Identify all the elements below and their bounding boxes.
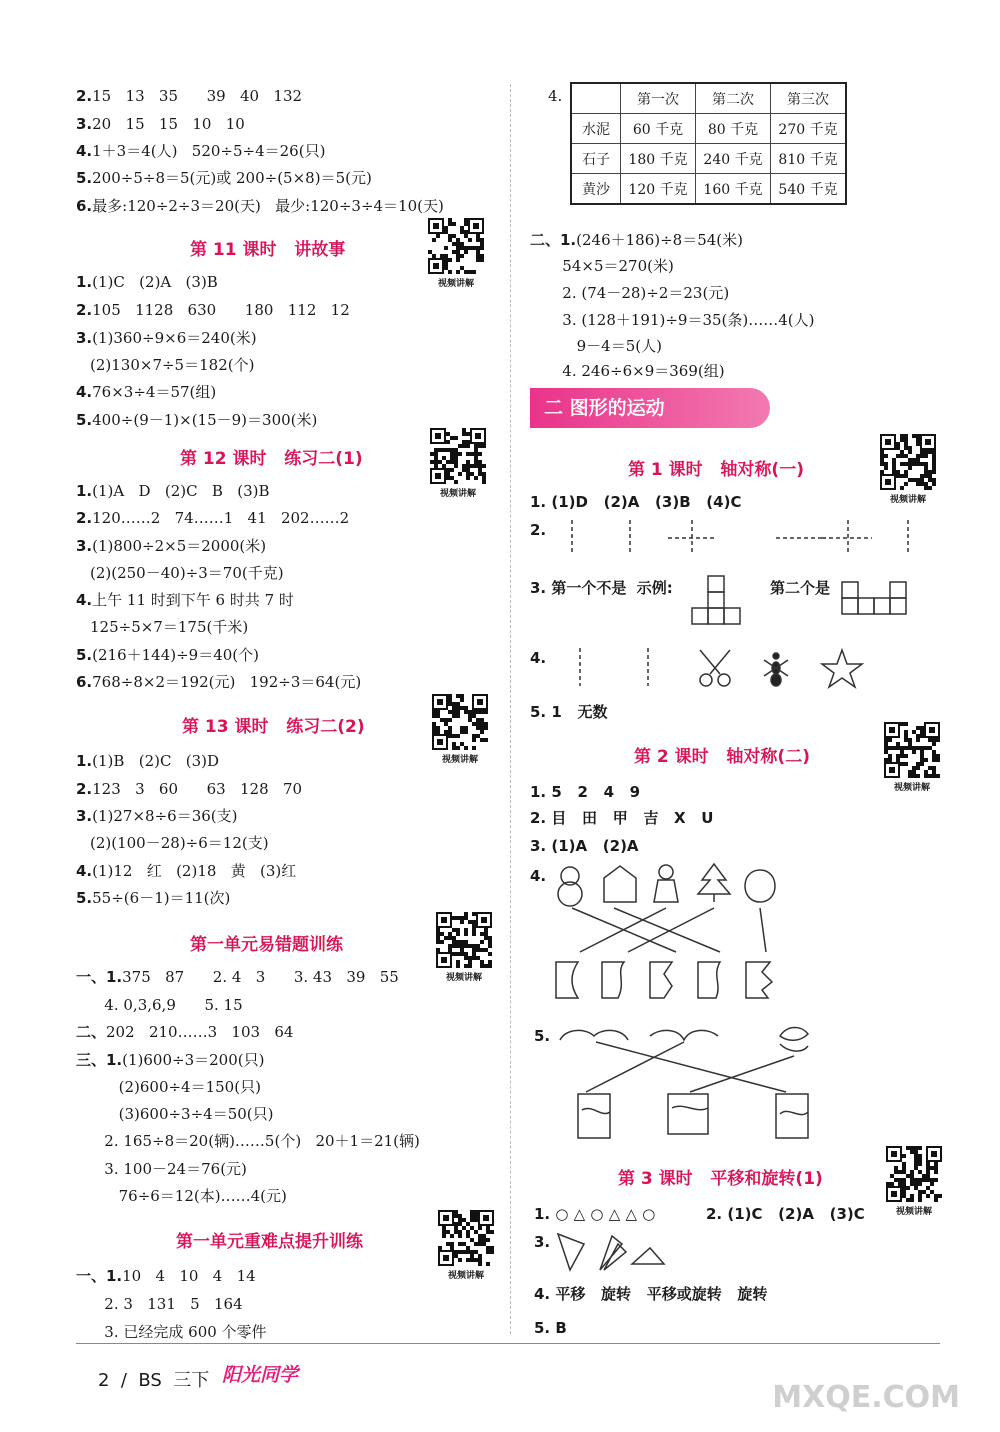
answer-text: 4. 246÷6×9＝369(组) <box>548 362 725 380</box>
answer-line <box>76 888 230 908</box>
answer-text: (1)B (2)C (3)D <box>92 752 220 770</box>
answer-line <box>90 1294 243 1314</box>
r-l3-q4: 4. 平移 旋转 平移或旋转 旋转 <box>534 1285 768 1303</box>
question-number: 1. <box>76 752 93 770</box>
r-l1-q1: 1. (1)D (2)A (3)B (4)C <box>530 493 742 511</box>
question-number: 一、1. <box>76 968 123 986</box>
answer-line <box>76 806 238 826</box>
r-lesson3-title: 第 3 课时 平移和旋转(1) <box>618 1169 823 1189</box>
answer-text: (3)600÷3÷4＝50(只) <box>90 1105 274 1123</box>
answer-line <box>76 672 361 692</box>
answer-text: 55÷(6－1)＝11(次) <box>92 889 231 907</box>
answer-text: 3. (128＋191)÷9＝35(条)……4(人) <box>548 311 815 329</box>
question-number: 3. <box>76 807 93 825</box>
table-row-label: 石子 <box>571 144 621 174</box>
answer-line <box>76 141 325 161</box>
shape-example-2 <box>842 582 906 622</box>
lesson11-title: 第 11 课时 讲故事 <box>190 240 346 260</box>
lesson13-title: 第 13 课时 练习二(2) <box>182 717 365 737</box>
qr-code-icon[interactable] <box>884 722 940 778</box>
answer-text: (1)12 红 (2)18 黄 (3)红 <box>92 862 297 880</box>
table-row-label: 黄沙 <box>571 174 621 205</box>
r-l1-q3b: 第二个是 <box>770 579 831 597</box>
answer-line <box>76 590 294 610</box>
answer-text: (2)130×7÷5＝182(个) <box>90 356 255 374</box>
qr-label: 视频讲解 <box>447 1271 484 1281</box>
answer-line <box>76 168 372 188</box>
qr-label: 视频讲解 <box>889 495 926 505</box>
answer-text: (246＋186)÷8＝54(米) <box>576 231 744 249</box>
answer-text: 76÷6＝12(本)……4(元) <box>90 1187 287 1205</box>
table-cell: 160 千克 <box>696 174 771 205</box>
answer-line <box>548 336 662 356</box>
symmetry-axes-figure <box>556 516 916 556</box>
column-divider <box>510 84 511 1334</box>
table-corner <box>571 83 621 114</box>
r-l3-q1: 1. ○ △ ○ △ △ ○ <box>534 1205 656 1223</box>
r-l2-q4: 4. <box>530 867 547 885</box>
answer-text: 125÷5×7＝175(千米) <box>90 618 249 636</box>
table-cell: 540 千克 <box>771 174 847 205</box>
answer-text: 123 3 60 63 128 70 <box>92 780 303 798</box>
r-l2-q1: 1. 5 2 4 9 <box>530 783 641 801</box>
answer-text: 4. 0,3,6,9 5. 15 <box>90 996 243 1014</box>
r-lesson2-title: 第 2 课时 轴对称(二) <box>634 747 810 767</box>
table-cell: 80 千克 <box>696 114 771 144</box>
answer-text: (1)800÷2×5＝2000(米) <box>92 537 267 555</box>
answer-line <box>90 1322 267 1342</box>
answer-text: (1)C (2)A (3)B <box>92 273 218 291</box>
answer-line <box>530 230 743 250</box>
qr-code-icon[interactable] <box>886 1146 942 1202</box>
answer-text: (2)(100－28)÷6＝12(支) <box>90 834 269 852</box>
answer-line <box>90 833 269 853</box>
triangles-figure <box>556 1230 666 1276</box>
r-l2-q2: 2. 目 田 甲 吉 X U <box>530 809 714 827</box>
answer-line <box>90 1159 247 1179</box>
answer-line <box>548 361 725 381</box>
answer-text: (1)A D (2)C B (3)B <box>92 482 270 500</box>
question-number: 3. <box>76 115 93 133</box>
qr-code-icon[interactable] <box>432 694 488 750</box>
qr-label: 视频讲解 <box>441 755 478 765</box>
brand-logo: 阳光同学 <box>222 1364 299 1386</box>
answer-line <box>76 328 257 348</box>
question-number: 4. <box>76 862 93 880</box>
table-cell: 60 千克 <box>621 114 696 144</box>
answer-line <box>90 1104 274 1124</box>
question-number: 1. <box>76 482 93 500</box>
answer-text: (1)27×8÷6＝36(支) <box>92 807 238 825</box>
unit1-advanced-title: 第一单元重难点提升训练 <box>176 1232 363 1252</box>
lesson12-title: 第 12 课时 练习二(1) <box>180 449 363 469</box>
answer-line <box>76 1266 256 1286</box>
answer-text: 768÷8×2＝192(元) 192÷3＝64(元) <box>92 673 362 691</box>
question-number: 2. <box>76 509 93 527</box>
r-l1-q3: 3. 第一个不是 示例: <box>530 579 673 597</box>
question-number: 6. <box>76 197 93 215</box>
qr-label: 视频讲解 <box>445 973 482 983</box>
qr-code-icon[interactable] <box>436 912 492 968</box>
r-l1-q5: 5. 1 无数 <box>530 703 608 721</box>
question-number: 3. <box>76 329 93 347</box>
answer-line <box>76 779 302 799</box>
question-number: 2. <box>76 87 93 105</box>
qr-code-icon[interactable] <box>438 1210 494 1266</box>
answer-line <box>76 967 399 987</box>
answer-line <box>76 300 350 320</box>
table-cell: 270 千克 <box>771 114 847 144</box>
question-number: 三、1. <box>76 1051 123 1069</box>
question-number: 5. <box>76 646 93 664</box>
answer-line <box>90 355 254 375</box>
answer-text: 105 1128 630 180 112 12 <box>92 301 350 319</box>
answer-line <box>76 382 216 402</box>
question-number: 2. <box>76 780 93 798</box>
question-number: 一、1. <box>76 1267 123 1285</box>
r-lesson1-title: 第 1 课时 轴对称(一) <box>628 460 804 480</box>
qr-code-icon[interactable] <box>880 434 936 490</box>
qr-label: 视频讲解 <box>437 279 474 289</box>
answer-text: 375 87 2. 4 3 3. 43 39 55 <box>122 968 399 986</box>
unit1-errors-title: 第一单元易错题训练 <box>190 935 343 955</box>
answer-line <box>90 1077 261 1097</box>
answer-text: 2. (74－28)÷2＝23(元) <box>548 284 730 302</box>
answer-text: 200÷5÷8＝5(元)或 200÷(5×8)＝5(元) <box>92 169 372 187</box>
answer-line <box>548 256 674 276</box>
r-l3-q5: 5. B <box>534 1319 567 1337</box>
table-cell: 120 千克 <box>621 174 696 205</box>
table-cell: 240 千克 <box>696 144 771 174</box>
answer-text: 54×5＝270(米) <box>548 257 674 275</box>
shape-example-1 <box>692 576 756 640</box>
answer-line <box>76 272 218 292</box>
answer-text: 最多:120÷2÷3＝20(天) 最少:120÷3÷4＝10(天) <box>92 197 444 215</box>
table-header: 第一次 <box>621 83 696 114</box>
r-l3-q3: 3. <box>534 1233 551 1251</box>
answer-line <box>76 1050 264 1070</box>
answer-text: 202 210……3 103 64 <box>106 1023 294 1041</box>
table-header: 第二次 <box>696 83 771 114</box>
answer-text: 2. 165÷8＝20(辆)……5(个) 20＋1＝21(辆) <box>90 1132 420 1150</box>
answer-line <box>76 114 245 134</box>
answer-line <box>76 536 266 556</box>
answer-line <box>90 563 284 583</box>
answer-line <box>90 1186 287 1206</box>
answer-text: 20 15 15 10 10 <box>92 115 245 133</box>
footer-rule <box>76 1343 940 1344</box>
axis-objects-figure <box>560 646 890 690</box>
answer-text: 上午 11 时到下午 6 时共 7 时 <box>92 591 294 609</box>
answer-line <box>90 995 243 1015</box>
r-l3-q1b: 2. (1)C (2)A (3)C <box>706 1205 865 1223</box>
answer-text: 10 4 10 4 14 <box>122 1267 256 1285</box>
answer-text: 9－4＝5(人) <box>548 337 662 355</box>
question-number: 4. <box>76 383 93 401</box>
question-number: 二、 <box>76 1023 107 1041</box>
answer-line <box>76 1022 293 1042</box>
answer-line <box>76 410 317 430</box>
question-number: 4. <box>76 591 93 609</box>
answer-line <box>548 310 815 330</box>
materials-table <box>570 82 847 205</box>
qr-code-icon[interactable] <box>428 218 484 274</box>
answer-line <box>90 1131 420 1151</box>
answer-text: (2)(250－40)÷3＝70(千克) <box>90 564 284 582</box>
answer-text: 3. 100－24＝76(元) <box>90 1160 247 1178</box>
answer-line <box>76 861 296 881</box>
qr-label: 视频讲解 <box>895 1207 932 1217</box>
r-l1-q2: 2. <box>530 521 547 539</box>
answer-text: (2)600÷4＝150(只) <box>90 1078 261 1096</box>
qr-label: 视频讲解 <box>893 783 930 793</box>
answer-line <box>76 751 219 771</box>
table-header: 第三次 <box>771 83 847 114</box>
r-l2-q3: 3. (1)A (2)A <box>530 837 639 855</box>
answer-text: (216＋144)÷9＝40(个) <box>92 646 260 664</box>
page-footer: 2 / BS 三下 <box>98 1370 210 1391</box>
table-cell: 810 千克 <box>771 144 847 174</box>
question-number: 3. <box>76 537 93 555</box>
answer-text: 15 13 35 39 40 132 <box>92 87 303 105</box>
answer-text: 76×3÷4＝57(组) <box>92 383 217 401</box>
answer-line <box>76 86 302 106</box>
question-number: 6. <box>76 673 93 691</box>
qr-code-icon[interactable] <box>430 428 486 484</box>
question-number: 5. <box>76 411 93 429</box>
answer-line <box>76 645 259 665</box>
question-number: 1. <box>76 273 93 291</box>
answer-line <box>76 481 269 501</box>
answer-line <box>90 617 248 637</box>
r-l2-q5: 5. <box>534 1027 551 1045</box>
question-number: 二、1. <box>530 231 577 249</box>
answer-line <box>548 283 729 303</box>
answer-text: (1)360÷9×6＝240(米) <box>92 329 257 347</box>
table-row-label: 水泥 <box>571 114 621 144</box>
r-l1-q4: 4. <box>530 649 547 667</box>
answer-text: 1＋3＝4(人) 520÷5÷4＝26(只) <box>92 142 326 160</box>
question-number: 4. <box>76 142 93 160</box>
qr-label: 视频讲解 <box>439 489 476 499</box>
question-number: 5. <box>76 169 93 187</box>
answer-text: 120……2 74……1 41 202……2 <box>92 509 350 527</box>
rotation-matching-figure <box>556 1022 826 1144</box>
question-number: 5. <box>76 889 93 907</box>
watermark: MXQE.COM <box>772 1380 960 1415</box>
answer-text: 2. 3 131 5 164 <box>90 1295 243 1313</box>
table-cell: 180 千克 <box>621 144 696 174</box>
answer-line <box>76 508 349 528</box>
answer-line <box>76 196 444 216</box>
answer-text: 400÷(9－1)×(15－9)＝300(米) <box>92 411 318 429</box>
question-number: 2. <box>76 301 93 319</box>
answer-text: (1)600÷3＝200(只) <box>122 1051 265 1069</box>
unit2-banner: 二 图形的运动 <box>530 388 770 428</box>
r-q4-label: 4. <box>548 87 563 105</box>
matching-halves-figure <box>550 862 790 1018</box>
answer-text: 3. 已经完成 600 个零件 <box>90 1323 267 1341</box>
